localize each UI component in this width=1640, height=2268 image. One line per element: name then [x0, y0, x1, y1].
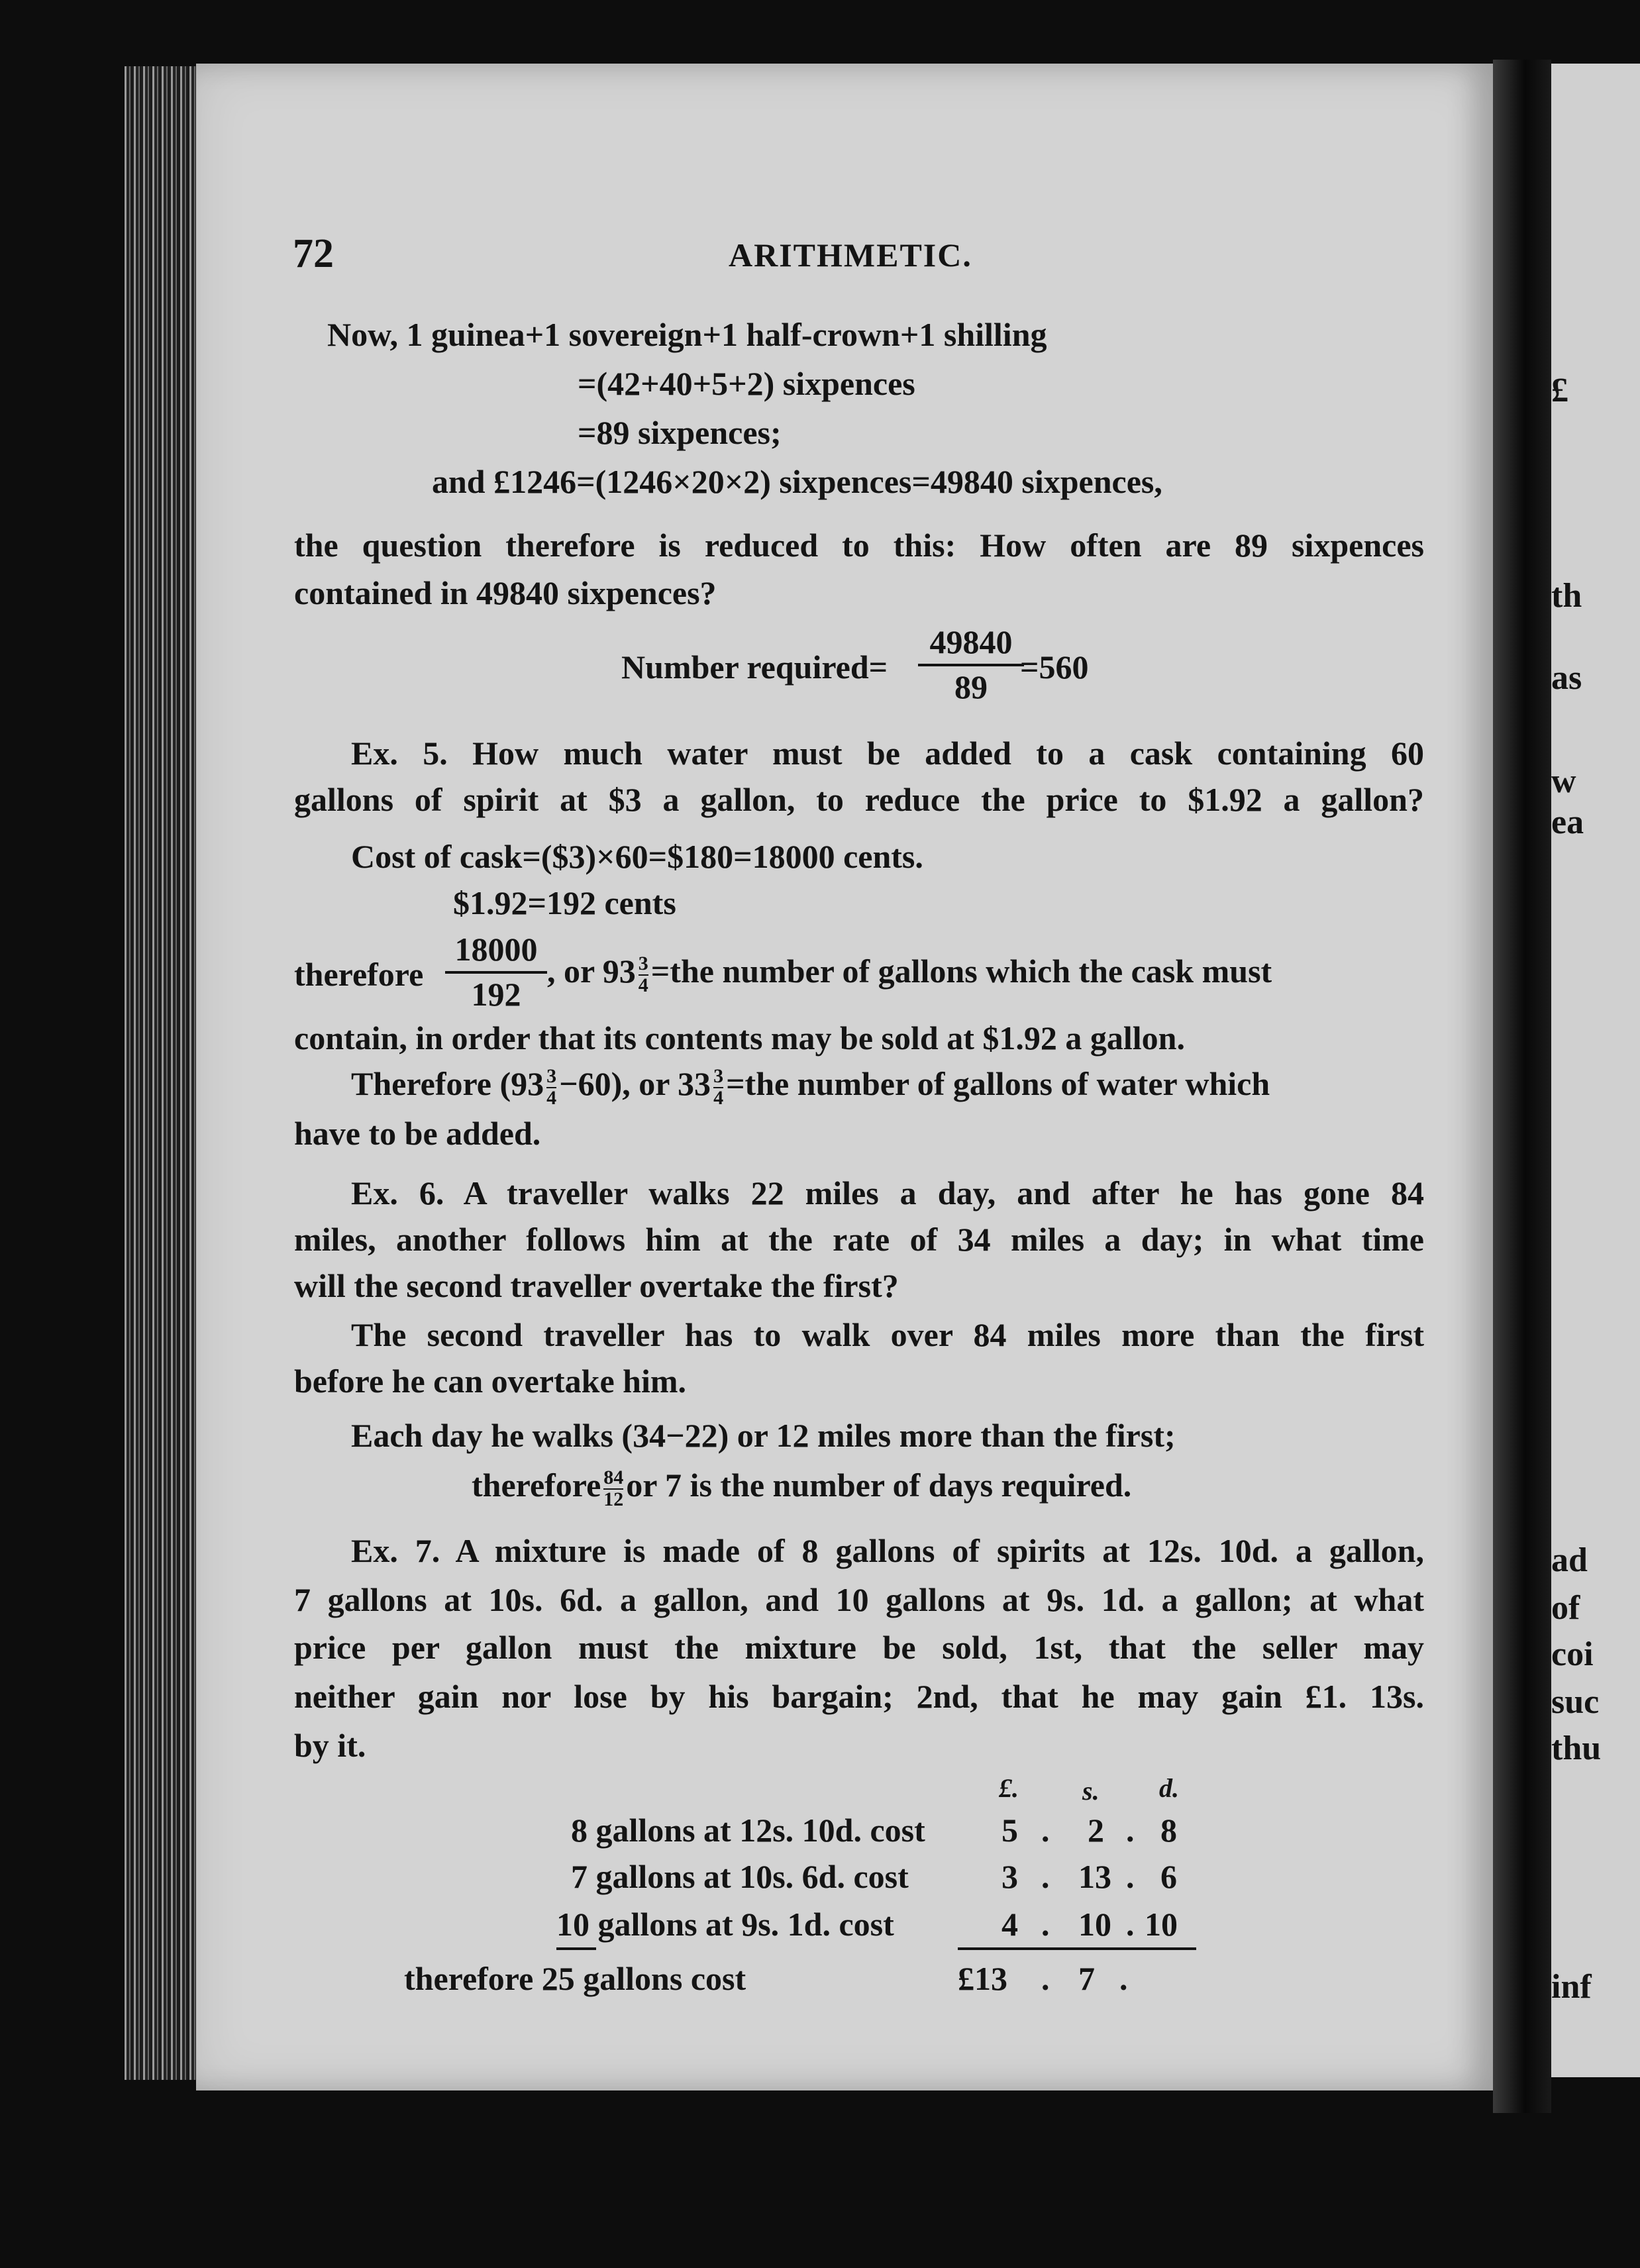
facing-fragment: w	[1551, 762, 1576, 800]
text-line: gallons of spirit at $3 a gallon, to reduce the price to $1.92 a gallon?	[294, 781, 1424, 818]
text-line: miles, another follows him at the rate of 34 miles a day; in what time	[294, 1221, 1424, 1258]
cell-pence: 10	[1145, 1906, 1178, 1943]
cell-pounds: 3	[1001, 1858, 1018, 1895]
facing-page	[1551, 64, 1640, 2077]
facing-fragment: suc	[1551, 1683, 1600, 1721]
facing-fragment: ad	[1551, 1541, 1588, 1579]
separator-dot: .	[1126, 1812, 1135, 1849]
text-fragment: Therefore (93	[351, 1064, 544, 1102]
text-line: therefore	[294, 956, 424, 993]
text-line	[351, 1066, 1270, 1108]
fraction-denominator: 89	[954, 668, 988, 705]
sum-rule	[958, 1947, 1196, 1950]
text-line: The second traveller has to walk over 84 miles more than the first	[351, 1316, 1424, 1353]
cell-shillings: 10	[1078, 1906, 1111, 1943]
row-label: 7 gallons at 10s. 6d. cost	[571, 1858, 909, 1895]
row-label: 8 gallons at 12s. 10d. cost	[571, 1812, 925, 1849]
facing-fragment: ea	[1551, 803, 1584, 841]
separator-dot: .	[1041, 1960, 1050, 1997]
separator-dot: .	[1041, 1858, 1050, 1895]
fraction-numerator: 3	[546, 1065, 557, 1087]
cell-pounds: 5	[1001, 1812, 1018, 1849]
fraction-numerator: 84	[603, 1467, 624, 1488]
underline	[556, 1947, 596, 1950]
page-number: 72	[293, 231, 334, 276]
fraction	[603, 1468, 623, 1510]
text-line: $1.92=192 cents	[453, 884, 676, 921]
text-fragment: therefore	[472, 1466, 601, 1504]
text-line: 7 gallons at 10s. 6d. a gallon, and 10 gallons at 9s. 1d. a gallon; at what	[294, 1581, 1424, 1618]
facing-fragment: £	[1551, 372, 1568, 409]
text-fragment: , or 93	[547, 952, 636, 990]
text-line: Now, 1 guinea+1 sovereign+1 half-crown+1 shilling	[327, 316, 1047, 353]
facing-fragment: thu	[1551, 1729, 1602, 1767]
fraction-numerator: 3	[638, 953, 648, 974]
text-line: have to be added.	[294, 1115, 541, 1152]
text-line: Ex. 7. A mixture is made of 8 gallons of spirits at 12s. 10d. a gallon,	[351, 1532, 1424, 1569]
text-line	[472, 1468, 1131, 1510]
text-line: Number required=	[621, 648, 888, 686]
total-pounds: £13	[958, 1960, 1007, 1997]
text-line: contained in 49840 sixpences?	[294, 574, 717, 611]
facing-fragment: inf	[1551, 1968, 1592, 2006]
text-line: will the second traveller overtake the first?	[294, 1267, 899, 1304]
separator-dot: .	[1119, 1960, 1128, 1997]
text-line: by it.	[294, 1727, 366, 1764]
fraction-numerator: 3	[713, 1065, 724, 1087]
fraction-denominator: 192	[471, 976, 521, 1013]
column-header-pence: d.	[1159, 1773, 1179, 1803]
facing-fragment: of	[1551, 1589, 1580, 1627]
cell-pence: 8	[1160, 1812, 1177, 1849]
text-line: before he can overtake him.	[294, 1363, 687, 1400]
text-line: Ex. 6. A traveller walks 22 miles a day, and after he has gone 84	[351, 1174, 1424, 1211]
text-line: the question therefore is reduced to this: How often are 89 sixpences	[294, 527, 1424, 564]
page-edges	[125, 66, 203, 2080]
separator-dot: .	[1126, 1858, 1135, 1895]
text-line: contain, in order that its contents may be sold at $1.92 a gallon.	[294, 1019, 1185, 1057]
cell-pence: 6	[1160, 1858, 1177, 1895]
fraction-denominator: 12	[603, 1488, 624, 1510]
text-line: =89 sixpences;	[578, 414, 782, 451]
row-label: 10 gallons at 9s. 1d. cost	[556, 1906, 894, 1943]
text-line: =560	[1020, 648, 1089, 686]
facing-fragment: coi	[1551, 1635, 1594, 1673]
text-fragment: =the number of gallons of water which	[726, 1064, 1270, 1102]
text-fragment: −60), or 33	[559, 1064, 711, 1102]
text-line: and £1246=(1246×20×2) sixpences=49840 sixpences,	[432, 463, 1162, 500]
fraction	[918, 625, 1024, 703]
column-header-shillings: s.	[1082, 1776, 1100, 1806]
fraction	[445, 933, 547, 1011]
cell-shillings: 13	[1078, 1858, 1111, 1895]
fraction-denominator: 4	[638, 974, 648, 996]
mixed-fraction	[546, 1066, 556, 1108]
text-fragment: =the number of gallons which the cask must	[650, 952, 1272, 990]
mixed-fraction	[713, 1066, 723, 1108]
facing-fragment: as	[1551, 659, 1582, 697]
separator-dot: .	[1041, 1812, 1050, 1849]
text-line: Cost of cask=($3)×60=$180=18000 cents.	[351, 838, 923, 875]
fraction-numerator: 18000	[445, 933, 547, 974]
text-line: Ex. 5. How much water must be added to a cask containing 60	[351, 735, 1424, 772]
mixed-fraction	[639, 954, 648, 996]
separator-dot: .	[1126, 1906, 1135, 1943]
cell-pounds: 4	[1001, 1906, 1018, 1943]
text-line	[547, 954, 1272, 996]
fraction-numerator: 49840	[918, 625, 1024, 666]
text-line: Each day he walks (34−22) or 12 miles more than the first;	[351, 1417, 1176, 1454]
cell-shillings: 2	[1088, 1812, 1104, 1849]
total-shillings: 7	[1078, 1960, 1095, 1997]
total-label: therefore 25 gallons cost	[404, 1960, 746, 1997]
book-gutter	[1493, 60, 1551, 2113]
facing-fragment: th	[1551, 577, 1582, 615]
text-line: price per gallon must the mixture be sold, 1st, that the seller may	[294, 1629, 1424, 1666]
fraction-denominator: 4	[713, 1087, 724, 1109]
column-header-pounds: £.	[999, 1773, 1019, 1803]
text-line: neither gain nor lose by his bargain; 2nd, that he may gain £1. 13s.	[294, 1678, 1424, 1715]
fraction-denominator: 4	[546, 1087, 557, 1109]
separator-dot: .	[1041, 1906, 1050, 1943]
text-fragment: or 7 is the number of days required.	[626, 1466, 1132, 1504]
text-line: =(42+40+5+2) sixpences	[578, 365, 915, 402]
running-title: ARITHMETIC.	[729, 236, 972, 274]
